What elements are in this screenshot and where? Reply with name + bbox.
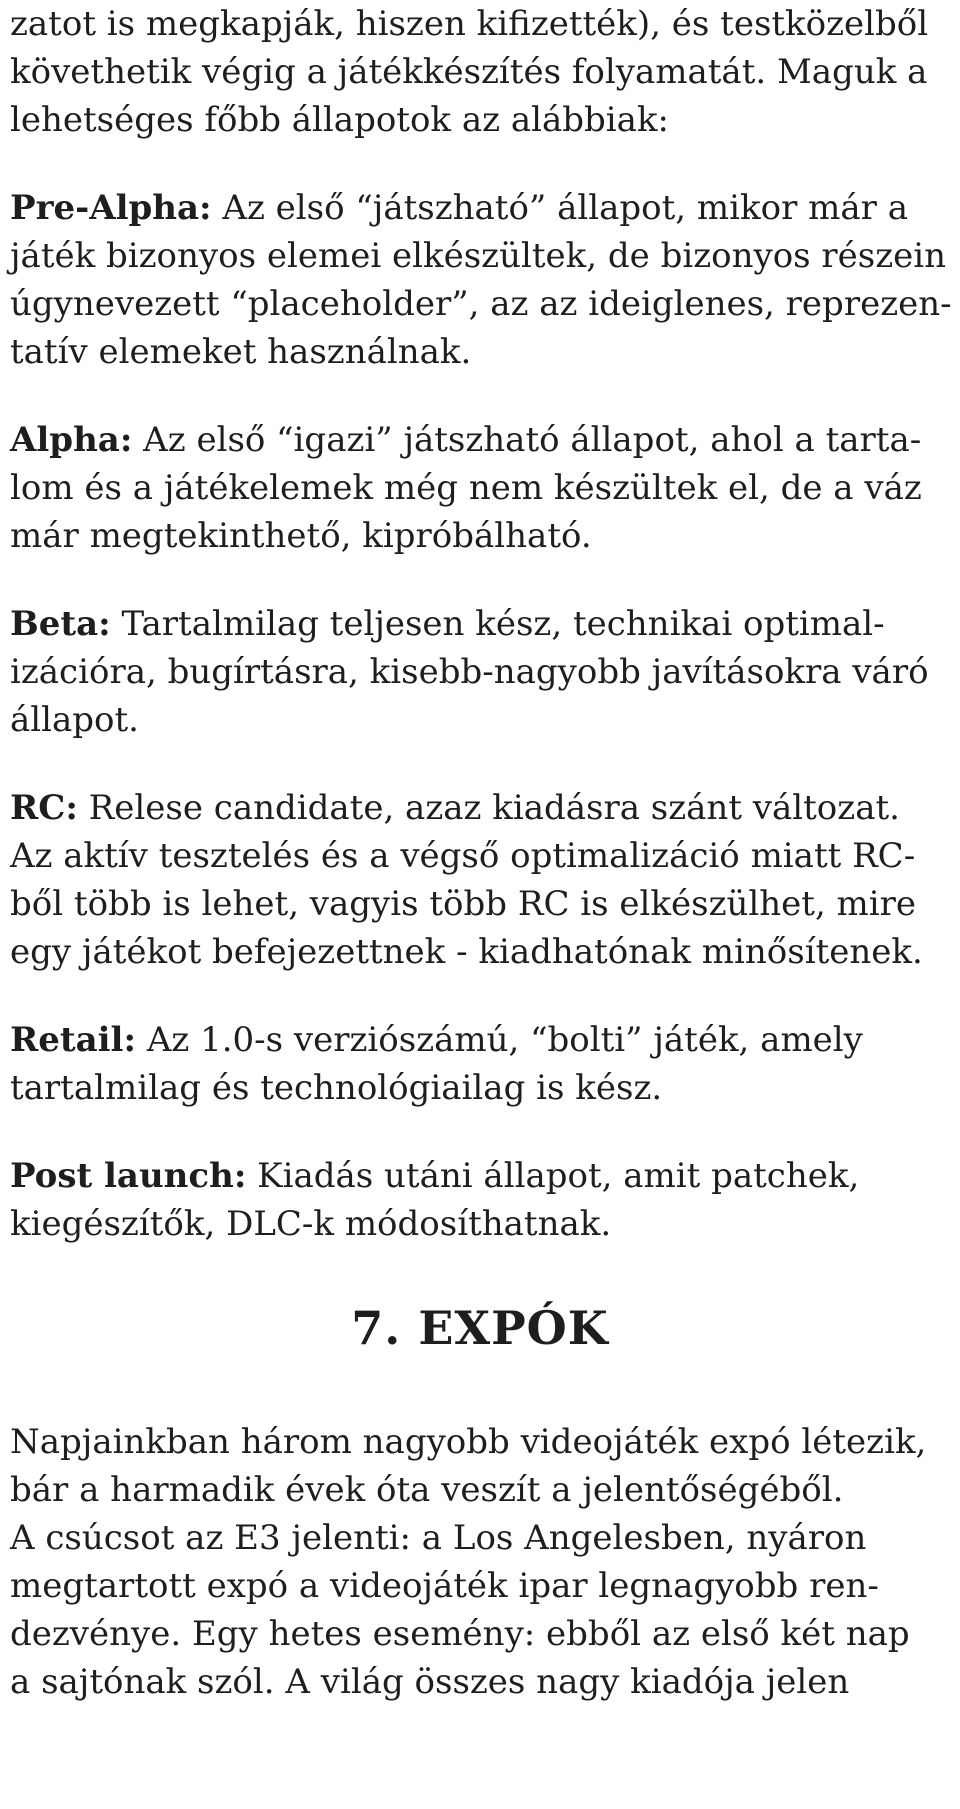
text-line — [10, 784, 950, 832]
text-line: lom és a játékelemek még nem készültek el, de a váz — [10, 468, 922, 508]
stage-post-launch — [10, 1152, 950, 1248]
text-line — [10, 416, 950, 464]
text-line: Napjainkban három nagyobb videojáték expó létezik, — [10, 1422, 927, 1462]
text-line: egy játékot befejezettnek - kiadhatónak minősítenek. — [10, 932, 923, 972]
text-line: játék bizonyos elemei elkészültek, de bizonyos részein — [10, 236, 947, 276]
stage-pre-alpha — [10, 184, 950, 376]
stage-term: Pre-Alpha: — [10, 188, 212, 228]
stage-text: Az 1.0-s verziószámú, “bolti” játék, amely — [136, 1020, 863, 1060]
section-paragraph — [10, 1418, 950, 1706]
stage-term: Beta: — [10, 604, 111, 644]
text-line: dezvénye. Egy hetes esemény: ebből az első két nap — [10, 1614, 910, 1654]
stage-term: Alpha: — [10, 420, 133, 460]
stage-term: Post launch: — [10, 1156, 247, 1196]
stage-term: RC: — [10, 788, 78, 828]
text-line: zatot is megkapják, hiszen kifizették), és testközelből — [10, 4, 929, 44]
text-line: kiegészítők, DLC-k módosíthatnak. — [10, 1204, 612, 1244]
text-line: izációra, bugírtásra, kisebb-nagyobb javításokra váró — [10, 652, 929, 692]
stage-alpha — [10, 416, 950, 560]
stage-text: Relese candidate, azaz kiadásra szánt változat. — [77, 788, 900, 828]
stage-beta — [10, 600, 950, 744]
text-line: lehetséges főbb állapotok az alábbiak: — [10, 100, 669, 140]
text-line: tartalmilag és technológiailag is kész. — [10, 1068, 663, 1108]
text-line: állapot. — [10, 700, 139, 740]
stage-text: Az első “játszható” állapot, mikor már a — [211, 188, 908, 228]
text-line — [10, 1152, 950, 1200]
text-line: már megtekinthető, kipróbálható. — [10, 516, 592, 556]
stage-term: Retail: — [10, 1020, 137, 1060]
text-line: A csúcsot az E3 jelenti: a Los Angelesben, nyáron — [10, 1518, 867, 1558]
stage-text: Tartalmilag teljesen kész, technikai optimal- — [110, 604, 885, 644]
text-line: bár a harmadik évek óta veszít a jelentőségéből. — [10, 1470, 844, 1510]
section-heading: 7. EXPÓK — [351, 1301, 609, 1355]
text-line: Az aktív tesztelés és a végső optimalizáció miatt RC- — [10, 836, 916, 876]
stage-retail — [10, 1016, 950, 1112]
text-line: a sajtónak szól. A világ összes nagy kiadója jelen — [10, 1662, 850, 1702]
text-line: megtartott expó a videojáték ipar legnagyobb ren- — [10, 1566, 879, 1606]
text-line: követhetik végig a játékkészítés folyamatát. Maguk a — [10, 52, 928, 92]
text-line — [10, 600, 950, 648]
text-line: ből több is lehet, vagyis több RC is elkészülhet, mire — [10, 884, 917, 924]
document-page — [10, 0, 950, 1706]
stage-text: Kiadás utáni állapot, amit patchek, — [246, 1156, 860, 1196]
text-line: úgynevezett “placeholder”, az az ideiglenes, reprezen- — [10, 284, 952, 324]
intro-paragraph — [10, 0, 950, 144]
text-line — [10, 184, 950, 232]
text-line — [10, 1016, 950, 1064]
stage-rc — [10, 784, 950, 976]
stage-text: Az első “igazi” játszható állapot, ahol a tarta- — [132, 420, 922, 460]
text-line: tatív elemeket használnak. — [10, 332, 472, 372]
